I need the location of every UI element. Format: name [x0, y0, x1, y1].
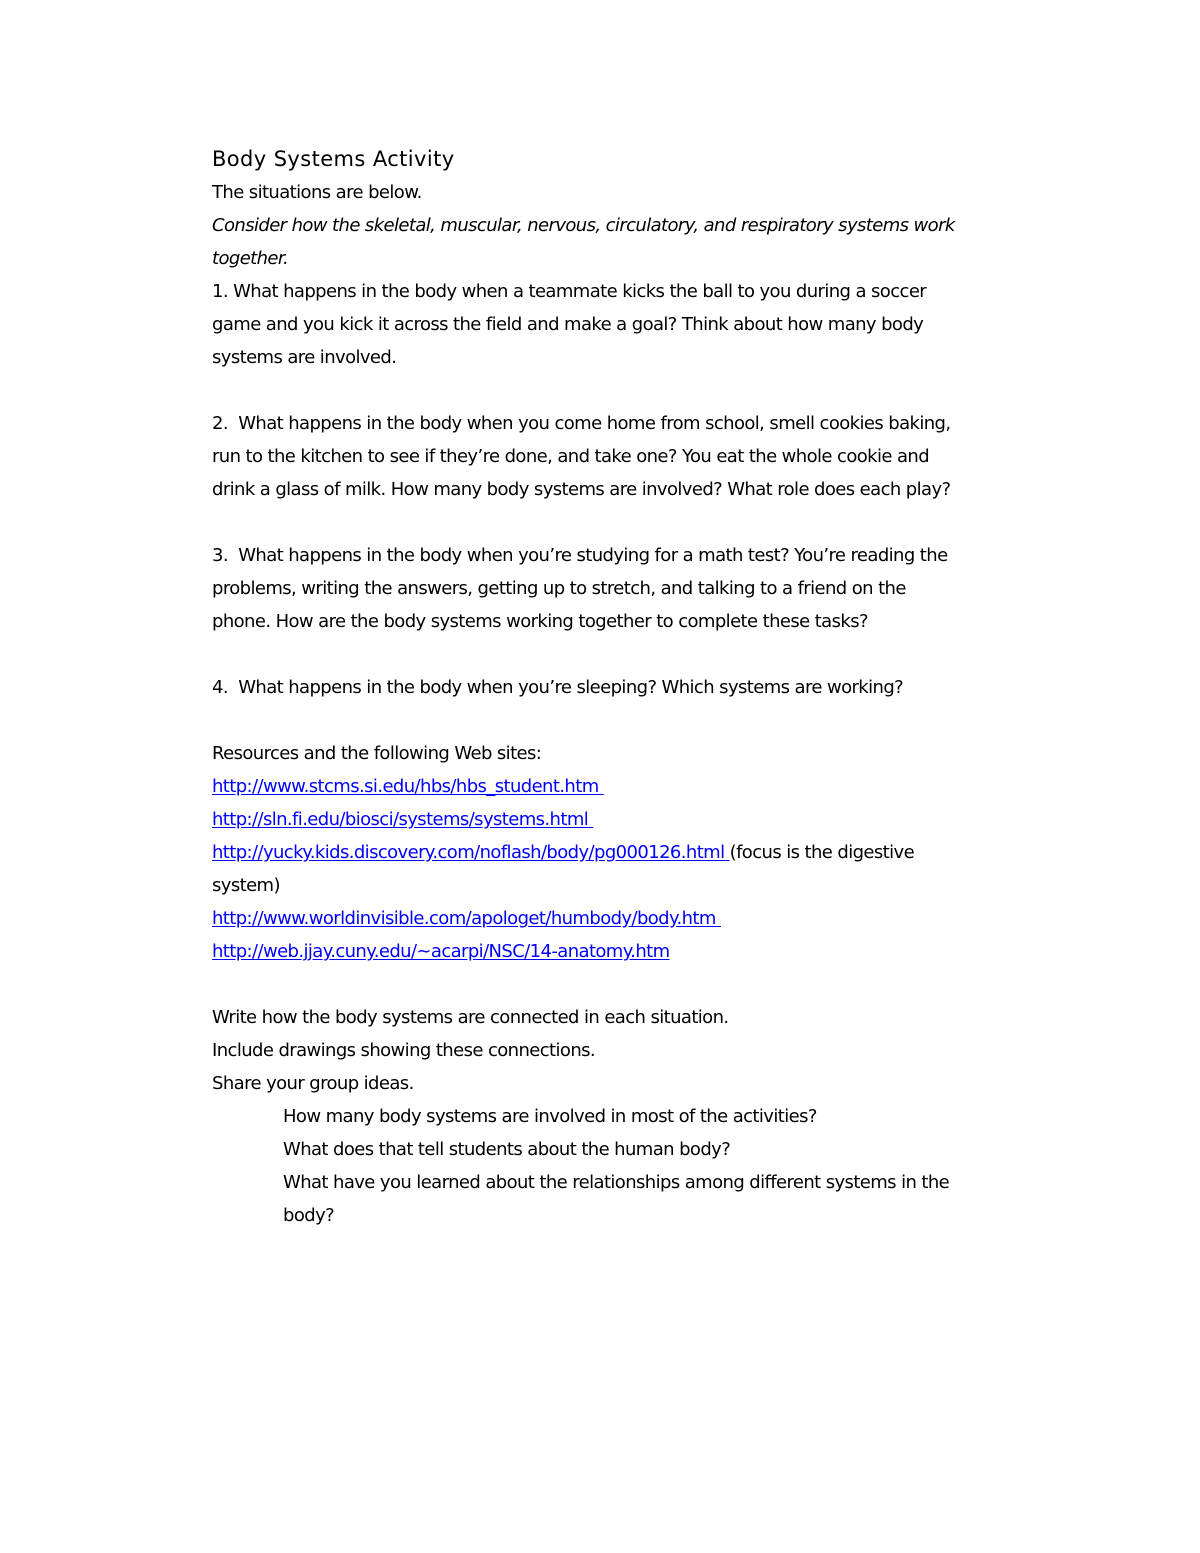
resource-link-4-row: [212, 902, 1062, 935]
spacer: [212, 968, 1062, 1001]
question-1-line-2: game and you kick it across the field and make a goal? Think about how many body: [212, 314, 924, 335]
question-3: [212, 539, 1062, 638]
instruction-3: Share your group ideas.: [212, 1073, 414, 1094]
resources-heading: Resources and the following Web sites:: [212, 743, 542, 764]
question-4: 4. What happens in the body when you’re sleeping? Which systems are working?: [212, 677, 904, 698]
instruction-1: Write how the body systems are connected in each situation.: [212, 1007, 729, 1028]
spacer: [212, 374, 1062, 407]
intro-text: The situations are below.: [212, 182, 422, 203]
resource-link-2[interactable]: http://sln.fi.edu/biosci/systems/systems.html: [212, 809, 594, 830]
resource-link-2-row: [212, 803, 1062, 836]
spacer: [212, 704, 1062, 737]
resource-link-5[interactable]: http://web.jjay.cuny.edu/~acarpi/NSC/14-anatomy.htm: [212, 941, 670, 962]
question-1: [212, 275, 1062, 374]
resource-link-3-row: [212, 836, 1062, 869]
question-3-line-1: 3. What happens in the body when you’re studying for a math test? You’re reading the: [212, 545, 948, 566]
discussion-question-3-line-1: What have you learned about the relationships among different systems in the: [283, 1172, 950, 1193]
question-3-line-2: problems, writing the answers, getting up to stretch, and talking to a friend on the: [212, 578, 906, 599]
question-2-line-3: drink a glass of milk. How many body systems are involved? What role does each play?: [212, 479, 951, 500]
instruction-2: Include drawings showing these connections.: [212, 1040, 596, 1061]
discussion-question-1: How many body systems are involved in most of the activities?: [283, 1106, 817, 1127]
consider-text-line-2: together.: [212, 248, 289, 269]
discussion-questions: [212, 1100, 1062, 1232]
resource-link-1-row: [212, 770, 1062, 803]
question-1-line-1: 1. What happens in the body when a teammate kicks the ball to you during a soccer: [212, 281, 927, 302]
question-2: [212, 407, 1062, 506]
discussion-question-3-line-2: body?: [283, 1205, 335, 1226]
resource-link-5-row: [212, 935, 1062, 968]
document-title: Body Systems Activity: [212, 147, 455, 171]
resource-link-4[interactable]: http://www.worldinvisible.com/apologet/humbody/body.htm: [212, 908, 721, 929]
document-body: [212, 143, 1062, 1232]
spacer: [212, 506, 1062, 539]
resource-link-1[interactable]: http://www.stcms.si.edu/hbs/hbs_student.htm: [212, 776, 604, 797]
resource-link-3-note-continued: system): [212, 875, 280, 896]
resource-link-3-note: (focus is the digestive: [729, 842, 915, 863]
resource-link-3[interactable]: http://yucky.kids.discovery.com/noflash/body/pg000126.html: [212, 842, 730, 863]
consider-text-line-1: Consider how the skeletal, muscular, nervous, circulatory, and respiratory systems work: [212, 215, 955, 236]
spacer: [212, 638, 1062, 671]
question-1-line-3: systems are involved.: [212, 347, 397, 368]
question-3-line-3: phone. How are the body systems working together to complete these tasks?: [212, 611, 868, 632]
question-2-line-1: 2. What happens in the body when you come home from school, smell cookies baking,: [212, 413, 951, 434]
discussion-question-2: What does that tell students about the human body?: [283, 1139, 731, 1160]
question-2-line-2: run to the kitchen to see if they’re done, and take one? You eat the whole cookie and: [212, 446, 930, 467]
